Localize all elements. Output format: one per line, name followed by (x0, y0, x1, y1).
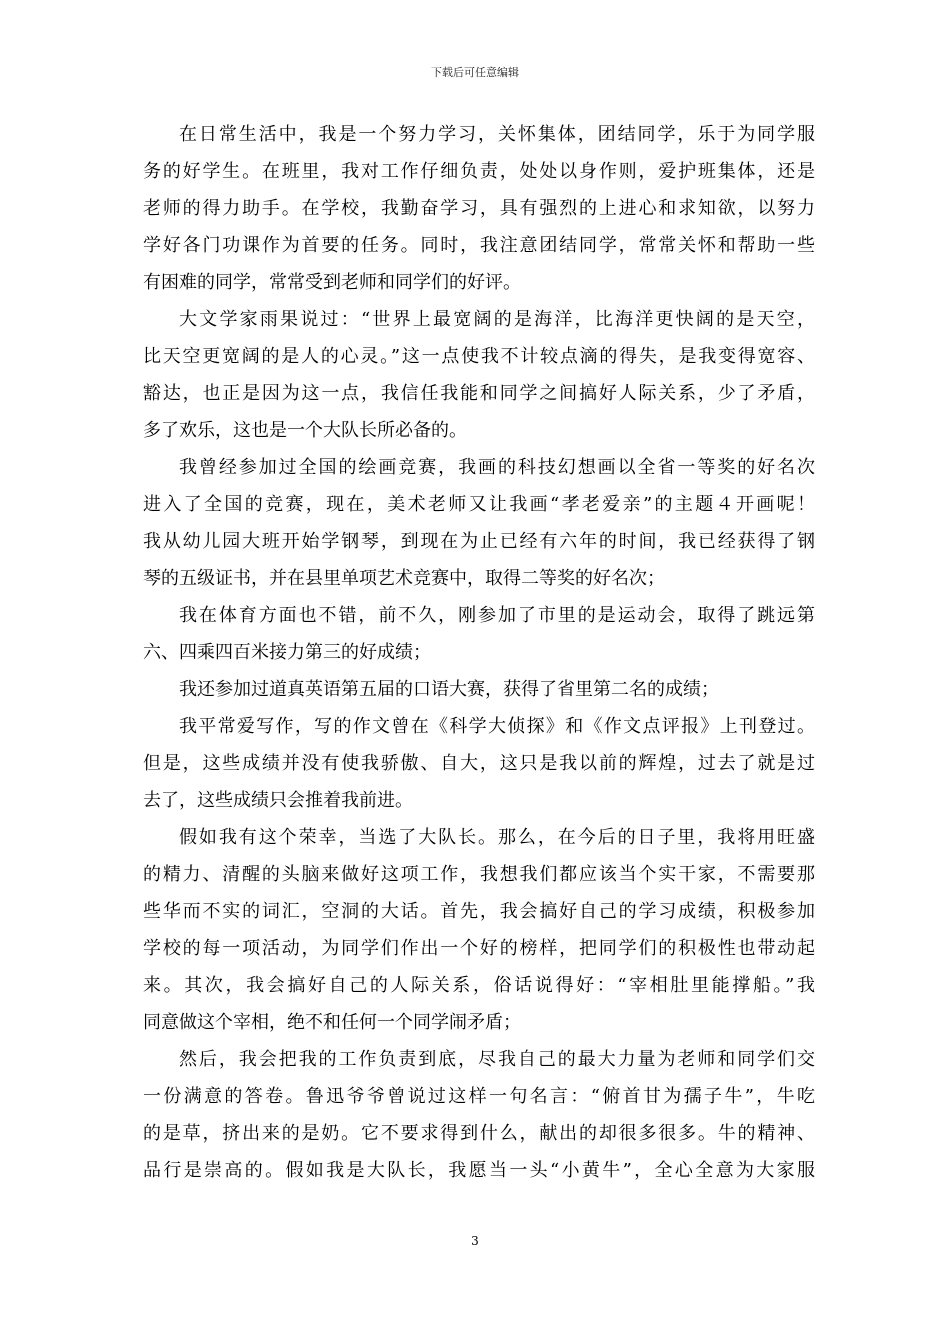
paragraph-line: 我曾经参加过全国的绘画竞赛，我画的科技幻想画以全省一等奖的好名次 (179, 457, 815, 478)
paragraph-line: 学校的每一项活动，为同学们作出一个好的榜样，把同学们的积极性也带动起 (143, 938, 815, 959)
paragraph-line: 多了欢乐，这也是一个大队长所必备的。 (143, 420, 467, 441)
paragraph-line: 假如我有这个荣幸，当选了大队长。那么，在今后的日子里，我将用旺盛 (179, 827, 815, 848)
paragraph-line: 同意做这个宰相，绝不和任何一个同学闹矛盾； (143, 1012, 521, 1033)
paragraph-line: 豁达，也正是因为这一点，我信任我能和同学之间搞好人际关系，少了矛盾， (143, 383, 815, 404)
paragraph-line: 老师的得力助手。在学校，我勤奋学习，具有强烈的上进心和求知欲，以努力 (143, 198, 815, 219)
paragraph-line: 六、四乘四百米接力第三的好成绩； (143, 642, 431, 663)
paragraph-line: 一份满意的答卷。鲁迅爷爷曾说过这样一句名言：“俯首甘为孺子牛”，牛吃 (143, 1086, 815, 1107)
paragraph-line: 但是，这些成绩并没有使我骄傲、自大，这只是我以前的辉煌，过去了就是过 (143, 753, 815, 774)
paragraph-line: 些华而不实的词汇，空洞的大话。首先，我会搞好自己的学习成绩，积极参加 (143, 901, 815, 922)
paragraph-line: 我在体育方面也不错，前不久，刚参加了市里的是运动会，取得了跳远第 (179, 605, 815, 626)
paragraph-line: 有困难的同学，常常受到老师和同学们的好评。 (143, 272, 521, 293)
paragraph-line: 的是草，挤出来的是奶。它不要求得到什么，献出的却很多很多。牛的精神、 (143, 1123, 815, 1144)
paragraph-line: 比天空更宽阔的是人的心灵。”这一点使我不计较点滴的得失，是我变得宽容、 (143, 346, 815, 367)
document-body (143, 116, 815, 1189)
paragraph-line: 我平常爱写作，写的作文曾在《科学大侦探》和《作文点评报》上刊登过。 (179, 716, 815, 737)
page-header: 下载后可任意编辑 (431, 66, 519, 79)
paragraph-line: 琴的五级证书，并在县里单项艺术竞赛中，取得二等奖的好名次； (143, 568, 665, 589)
paragraph-line: 然后，我会把我的工作负责到底，尽我自己的最大力量为老师和同学们交 (179, 1049, 815, 1070)
paragraph-line: 品行是崇高的。假如我是大队长，我愿当一头“小黄牛”，全心全意为大家服 (143, 1160, 815, 1181)
paragraph-line: 去了，这些成绩只会推着我前进。 (143, 790, 413, 811)
paragraph-line: 大文学家雨果说过：“世界上最宽阔的是海洋，比海洋更快阔的是天空， (179, 309, 815, 330)
paragraph-line: 学好各门功课作为首要的任务。同时，我注意团结同学，常常关怀和帮助一些 (143, 235, 815, 256)
paragraph-line: 的精力、清醒的头脑来做好这项工作，我想我们都应该当个实干家，不需要那 (143, 864, 815, 885)
paragraph-line: 我从幼儿园大班开始学钢琴，到现在为止已经有六年的时间，我已经获得了钢 (143, 531, 815, 552)
paragraph-line: 来。其次，我会搞好自己的人际关系，俗话说得好：“宰相肚里能撑船。”我 (143, 975, 815, 996)
paragraph-line: 在日常生活中，我是一个努力学习，关怀集体，团结同学，乐于为同学服 (179, 124, 815, 145)
paragraph-line: 进入了全国的竞赛，现在，美术老师又让我画“孝老爱亲”的主题４开画呢！ (143, 494, 815, 515)
page-number: 3 (471, 1234, 479, 1248)
paragraph-line: 务的好学生。在班里，我对工作仔细负责，处处以身作则，爱护班集体，还是 (143, 161, 815, 182)
paragraph-line: 我还参加过道真英语第五届的口语大赛，获得了省里第二名的成绩； (179, 679, 719, 700)
